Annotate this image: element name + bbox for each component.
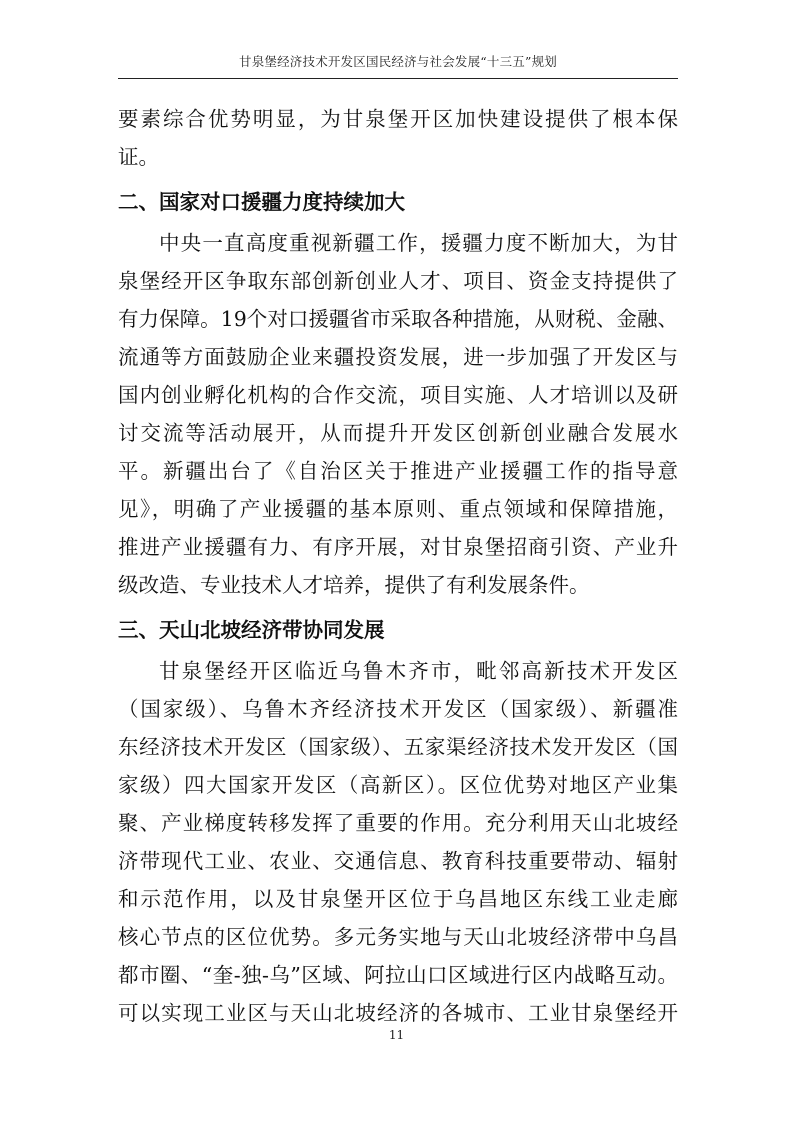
text-line: 有力保障。19个对口援疆省市采取各种措施，从财税、金融、 (118, 307, 678, 331)
page-number: 11 (388, 1028, 405, 1042)
text-line: （国家级）、乌鲁木齐经济技术开发区（国家级）、新疆准 (118, 697, 678, 721)
text-line: 要素综合优势明显，为甘泉堡开区加快建设提供了根本保 (118, 107, 678, 131)
text-line: 可以实现工业区与天山北坡经济的各城市、工业甘泉堡经开 (118, 1001, 678, 1025)
section-heading-3: 三、天山北坡经济带协同发展 (118, 618, 385, 642)
text-line: 流通等方面鼓励企业来疆投资发展，进一步加强了开发区与 (118, 345, 678, 369)
section-heading-2: 二、国家对口援疆力度持续加大 (118, 190, 405, 214)
paragraph-tianshan (118, 652, 678, 1032)
text-line: 泉堡经开区争取东部创新创业人才、项目、资金支持提供了 (118, 269, 678, 293)
text-line: 证。 (118, 145, 159, 169)
paragraph-continuation (118, 100, 678, 176)
running-header: 甘泉堡经济技术开发区国民经济与社会发展“十三五”规划 (239, 54, 557, 69)
text-line: 平。新疆出台了《自治区关于推进产业援疆工作的指导意 (118, 459, 678, 483)
document-body (118, 100, 678, 1032)
text-line: 级改造、专业技术人才培养，提供了有利发展条件。 (118, 573, 590, 597)
text-line: 都市圈、“奎-独-乌”区域、阿拉山口区域进行区内战略互动。 (118, 963, 678, 987)
text-line: 见》，明确了产业援疆的基本原则、重点领域和保障措施， (118, 497, 678, 521)
text-line: 甘泉堡经开区临近乌鲁木齐市，毗邻高新技术开发区 (159, 659, 678, 683)
text-line: 核心节点的区位优势。多元务实地与天山北坡经济带中乌昌 (118, 925, 678, 949)
text-line: 家级）四大国家开发区（高新区）。区位优势对地区产业集 (118, 773, 678, 797)
paragraph-aid-xinjiang (118, 224, 678, 604)
text-line: 推进产业援疆有力、有序开展，对甘泉堡招商引资、产业升 (118, 535, 678, 559)
text-line: 国内创业孵化机构的合作交流，项目实施、人才培训以及研 (118, 383, 678, 407)
text-line: 和示范作用，以及甘泉堡开区位于乌昌地区东线工业走廊 (118, 887, 678, 911)
text-line: 讨交流等活动展开，从而提升开发区创新创业融合发展水 (118, 421, 678, 445)
text-line: 聚、产业梯度转移发挥了重要的作用。充分利用天山北坡经 (118, 811, 678, 835)
header-rule (118, 78, 678, 79)
text-line: 东经济技术开发区（国家级）、五家渠经济技术发开发区（国 (118, 735, 678, 759)
text-line: 济带现代工业、农业、交通信息、教育科技重要带动、辐射 (118, 849, 678, 873)
text-line: 中央一直高度重视新疆工作，援疆力度不断加大，为甘 (159, 231, 678, 255)
